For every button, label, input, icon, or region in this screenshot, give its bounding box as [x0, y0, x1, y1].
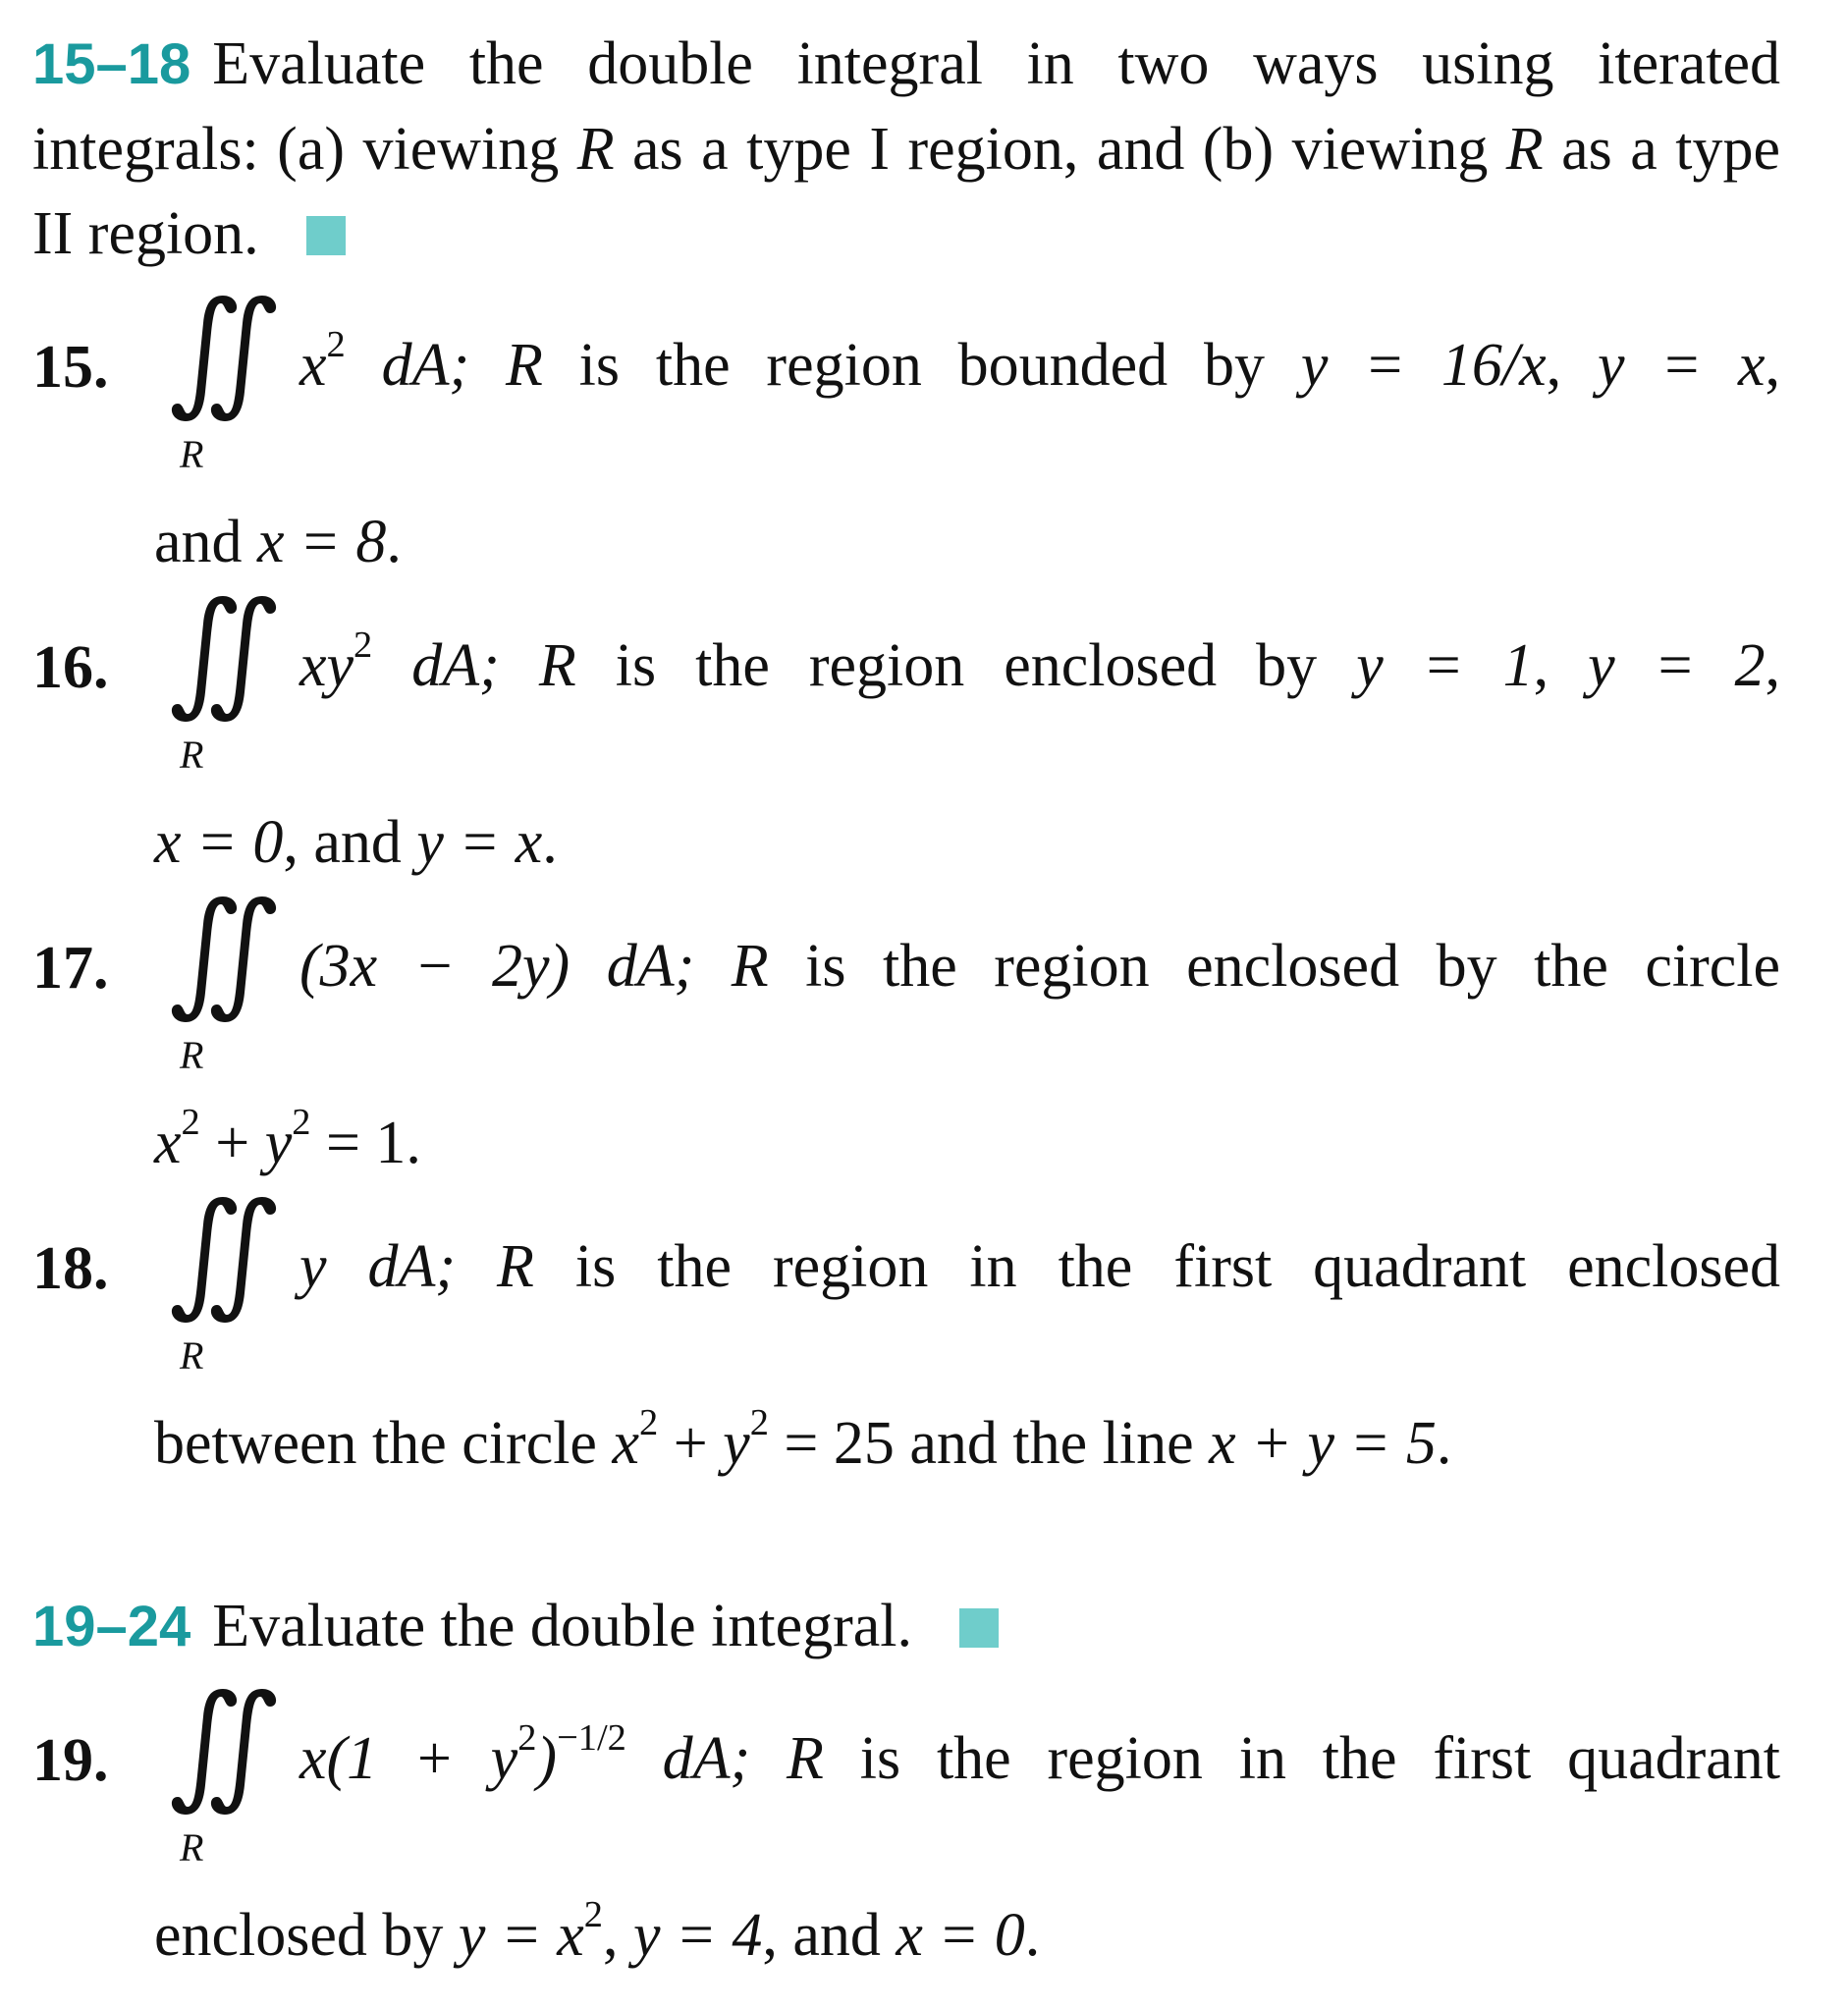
region-symbol: R	[1505, 116, 1544, 183]
region-subscript: R	[180, 432, 204, 476]
region-symbol: R	[731, 933, 769, 1000]
integrand: y dA;	[299, 1233, 457, 1300]
region-symbol: R	[505, 332, 543, 399]
equation: y = 2	[1588, 632, 1766, 699]
problem-19	[32, 1687, 1780, 1978]
problem-statement-cont: and x = 8.	[154, 509, 402, 575]
double-integral-icon	[148, 294, 286, 490]
problem-18	[32, 1195, 1780, 1486]
equation: x + y = 5	[1209, 1410, 1437, 1477]
instruction-text: as a type I region, and (b) viewing	[614, 116, 1506, 183]
double-integral-icon	[148, 594, 286, 790]
problem-statement: $x^2$ dA; R is the region bounded by y = 16/x, y = x,	[299, 324, 1781, 399]
double-integral-icon	[148, 895, 286, 1091]
problem-number: 19.	[32, 1727, 109, 1794]
integrand: $x^2$ dA;	[299, 324, 470, 399]
problem-statement: $xy^2$ dA; R is the region enclosed by y = 1, y = 2,	[299, 624, 1780, 699]
equation: y = 16/x	[1300, 332, 1547, 399]
instruction-text: as a type II region.	[32, 116, 1780, 267]
problem-statement	[299, 1195, 1780, 1309]
equation: x = 0	[154, 809, 284, 876]
integrand: $x(1 + y^2)^{-1/2}$ dA;	[299, 1717, 751, 1792]
section-spacer	[32, 1486, 1780, 1584]
section-range-19-24: 19–24	[32, 1595, 191, 1658]
problem-statement	[299, 1687, 1780, 1801]
square-marker-icon	[306, 216, 346, 255]
equation: x = 8	[257, 509, 387, 575]
problem-16	[32, 594, 1780, 885]
double-integral-icon	[148, 1195, 286, 1391]
statement-text: is the region in the first quadrant enclosed	[533, 1233, 1780, 1300]
square-marker-icon	[959, 1608, 999, 1648]
equation: y = 1	[1356, 632, 1534, 699]
double-integral-icon	[148, 1687, 286, 1883]
region-symbol: R	[538, 632, 576, 699]
section-instruction-19-24	[32, 1584, 1780, 1669]
problem-statement-cont: $x^2 + y^2 = 1$.	[154, 1102, 421, 1176]
problem-number: 16.	[32, 634, 109, 701]
equation: y = x	[1597, 332, 1766, 399]
statement-text: is the region enclosed by	[575, 632, 1357, 699]
exercise-page	[32, 22, 1780, 1978]
integrand: $xy^2$ dA;	[299, 624, 500, 699]
problem-number: 18.	[32, 1235, 109, 1302]
region-symbol: R	[787, 1725, 824, 1792]
problem-statement-cont: x = 0, and y = x.	[154, 809, 558, 876]
instruction-text: Evaluate the double integral.	[212, 1593, 913, 1659]
instruction-text: Evaluate the double integral in two ways using iterated integrals: (a) viewing	[32, 30, 1780, 183]
section-instruction-15-18	[32, 22, 1780, 276]
problem-statement	[299, 895, 1780, 1008]
region-subscript: R	[180, 733, 204, 777]
problem-17	[32, 895, 1780, 1185]
problem-statement-cont: enclosed by $y = x^2$, y = 4, and x = 0.	[154, 1894, 1041, 1969]
problem-15	[32, 294, 1780, 584]
equation: y = x	[416, 809, 543, 876]
problem-number: 17.	[32, 935, 109, 1002]
region-subscript: R	[180, 1333, 204, 1378]
problem-number: 15.	[32, 334, 109, 401]
region-subscript: R	[180, 1825, 204, 1870]
region-subscript: R	[180, 1033, 204, 1077]
statement-text: is the region enclosed by the circle	[768, 933, 1781, 1000]
section-range-15-18: 15–18	[32, 32, 191, 96]
statement-text: is the region bounded by	[542, 332, 1301, 399]
integrand: (3x − 2y) dA;	[299, 933, 695, 1000]
region-symbol: R	[576, 116, 615, 183]
problem-statement-cont: between the circle $x^2 + y^2 = 25$ and the line x + y = 5.	[154, 1402, 1452, 1477]
region-symbol: R	[497, 1233, 534, 1300]
statement-text: is the region in the first quadrant	[823, 1725, 1780, 1792]
